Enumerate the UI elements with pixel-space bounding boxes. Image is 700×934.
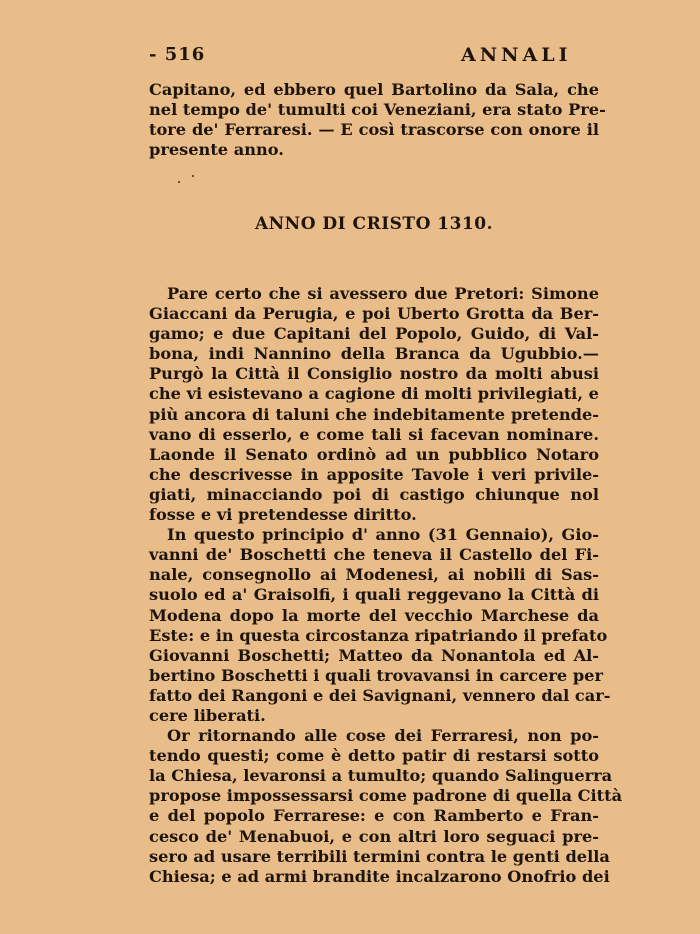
text-line: Chiesa; e ad armi brandite incalzarono Onofrio dei: [149, 866, 610, 886]
text-line: vanni de' Boschetti che teneva il Castello del Fi-: [149, 545, 599, 565]
text-line: Laonde il Senato ordinò ad un pubblico Notaro: [149, 444, 599, 464]
text-line: cesco de' Menabuoi, e con altri loro seguaci pre-: [149, 826, 599, 846]
text-line: Or ritornando alle cose dei Ferraresi, non po-: [167, 726, 599, 746]
text-line: suolo ed a' Graisolfi, i quali reggevano la Città di: [149, 585, 599, 605]
text-line: la Chiesa, levaronsi a tumulto; quando Salinguerra: [149, 766, 613, 786]
text-line: vano di esserlo, e come tali si facevan nominare.: [149, 424, 599, 444]
text-line: nale, consegnollo ai Modenesi, ai nobili di Sas-: [149, 565, 599, 585]
text-line: tendo questi; come è detto patir di restarsi sotto: [149, 746, 599, 766]
ink-speck: [178, 181, 180, 183]
body-text: [149, 284, 623, 887]
text-line: che vi esistevano a cagione di molti privilegiati, e: [149, 384, 599, 404]
text-line: In questo principio d' anno (31 Gennaio), Gio-: [167, 525, 599, 545]
text-line: Giaccani da Perugia, e poi Uberto Grotta da Ber-: [149, 304, 599, 324]
text-line: Pare certo che si avessero due Pretori: Simone: [167, 284, 599, 303]
running-head: ANNALI: [461, 44, 572, 66]
text-line: e del popolo Ferrarese: e con Ramberto e Fran-: [149, 806, 599, 826]
text-line: più ancora di taluni che indebitamente pretende-: [149, 404, 599, 424]
page-header: [149, 44, 599, 68]
text-line: Capitano, ed ebbero quel Bartolino da Sala, che: [149, 80, 599, 99]
paragraph: [149, 284, 599, 525]
continuation-paragraph: [149, 80, 606, 160]
text-line: che descrivesse in apposite Tavole i veri privile-: [149, 464, 599, 484]
text-line: gamo; e due Capitani del Popolo, Guido, di Val-: [149, 324, 599, 344]
text-line: propose impossessarsi come padrone di quella Città: [149, 786, 623, 806]
text-line: giati, minacciando poi di castigo chiunque nol: [149, 484, 599, 504]
text-line: fosse e vi pretendesse diritto.: [149, 505, 417, 525]
text-line: Giovanni Boschetti; Matteo da Nonantola ed Al-: [149, 645, 599, 665]
text-line: Este: e in questa circostanza ripatriando il prefato: [149, 625, 608, 645]
text-line: tore de' Ferraresi. — E così trascorse con onore il: [149, 120, 599, 140]
text-line: nel tempo de' tumulti coi Veneziani, era stato Pre-: [149, 100, 606, 120]
page-number: - 516: [149, 44, 206, 65]
ink-speck: [192, 175, 194, 177]
text-line: fatto dei Rangoni e dei Savignani, vennero dal car-: [149, 685, 611, 705]
text-line: presente anno.: [149, 140, 284, 160]
text-line: cere liberati.: [149, 705, 266, 725]
paragraph: [149, 525, 611, 726]
paragraph: [149, 726, 623, 887]
text-line: Purgò la Città il Consiglio nostro da molti abusi: [149, 364, 599, 384]
section-title: ANNO DI CRISTO 1310.: [254, 214, 494, 234]
text-line: Modena dopo la morte del vecchio Marchese da: [149, 605, 599, 625]
text-line: sero ad usare terribili termini contra le genti della: [149, 846, 610, 866]
text-line: bertino Boschetti i quali trovavansi in carcere per: [149, 665, 603, 685]
text-line: bona, indi Nannino della Branca da Ugubbio.—: [149, 344, 599, 364]
